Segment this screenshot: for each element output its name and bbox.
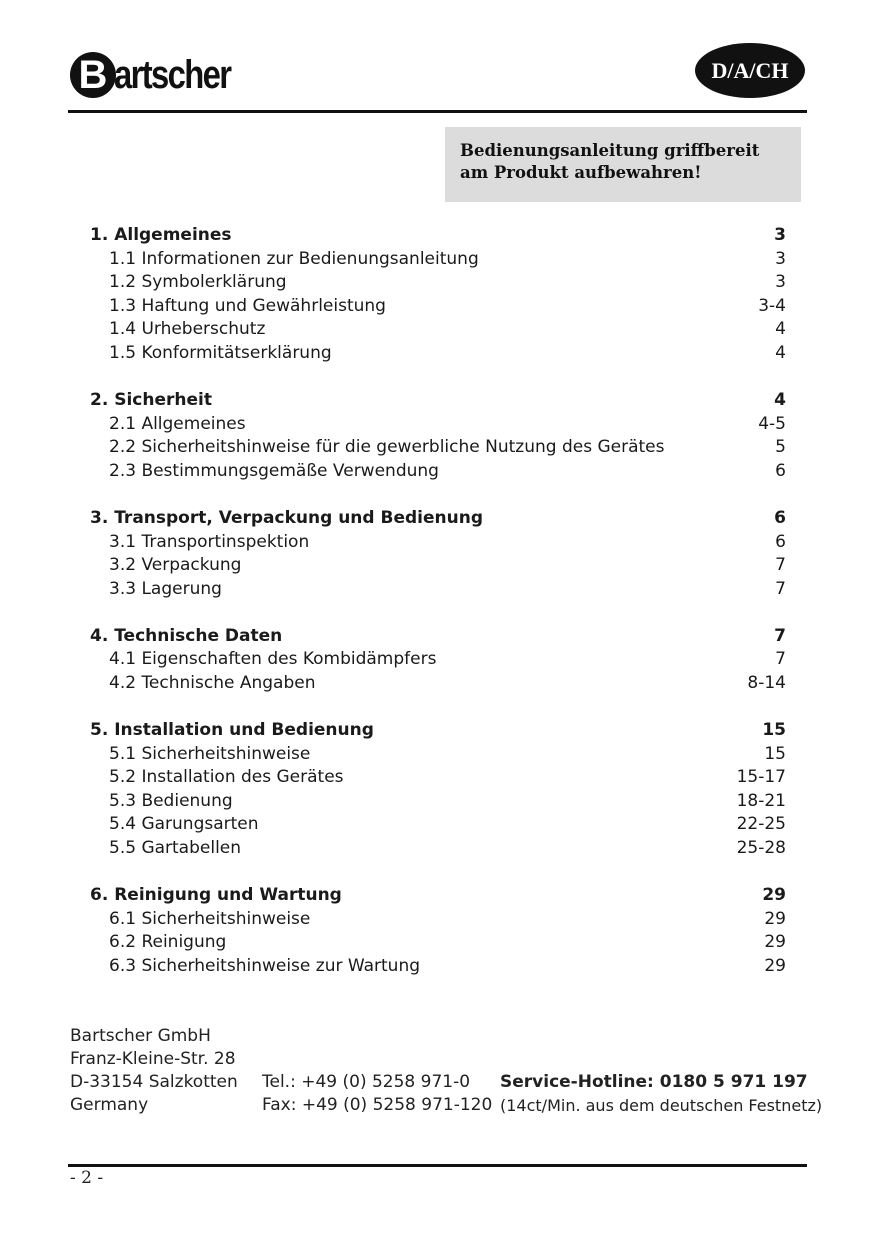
- toc-section: [90, 507, 786, 601]
- header-divider: [68, 110, 807, 113]
- toc-entry-page: 29: [764, 955, 786, 976]
- company-name: Bartscher GmbH: [70, 1026, 211, 1046]
- toc-chapter-title: 6. Reinigung und Wartung: [90, 885, 342, 906]
- toc-entry-title: 5.1 Sicherheitshinweise: [109, 743, 311, 764]
- toc-entry-title: 3.2 Verpackung: [109, 555, 242, 576]
- region-badge: D/A/CH: [695, 43, 805, 98]
- toc-entry-title: 5.4 Garungsarten: [109, 814, 259, 835]
- table-of-contents: [90, 224, 786, 1002]
- toc-chapter-title: 3. Transport, Verpackung und Bedienung: [90, 507, 483, 528]
- toc-entry-title: 6.2 Reinigung: [109, 932, 227, 953]
- company-city: D-33154 Salzkotten: [70, 1072, 238, 1092]
- toc-chapter: [90, 224, 786, 248]
- toc-entry-page: 6: [775, 531, 786, 552]
- toc-entry-title: 5.5 Gartabellen: [109, 838, 242, 859]
- toc-chapter-page: 3: [774, 225, 786, 245]
- toc-entry: [90, 790, 786, 814]
- toc-entry-page: 15-17: [736, 767, 786, 788]
- toc-chapter: [90, 884, 786, 908]
- toc-entry: [90, 743, 786, 767]
- toc-entry: [90, 248, 786, 272]
- toc-entry-title: 2.1 Allgemeines: [109, 413, 246, 434]
- toc-entry: [90, 436, 786, 460]
- toc-entry-page: 4: [775, 342, 786, 363]
- toc-entry-page: 29: [764, 932, 786, 953]
- toc-entry-title: 2.2 Sicherheitshinweise für die gewerbliche Nutzung des Gerätes: [109, 437, 665, 458]
- toc-entry-page: 6: [775, 460, 786, 481]
- company-fax: Fax: +49 (0) 5258 971-120: [262, 1095, 493, 1115]
- toc-entry-title: 6.1 Sicherheitshinweise: [109, 908, 311, 929]
- toc-entry-title: 2.3 Bestimmungsgemäße Verwendung: [109, 460, 439, 481]
- toc-entry-page: 4-5: [758, 413, 786, 434]
- toc-section: [90, 625, 786, 696]
- toc-entry: [90, 413, 786, 437]
- toc-entry-title: 1.2 Symbolerklärung: [109, 272, 287, 293]
- toc-entry-page: 3: [775, 248, 786, 269]
- toc-entry: [90, 531, 786, 555]
- toc-entry-title: 4.2 Technische Angaben: [109, 673, 316, 693]
- toc-entry: [90, 813, 786, 837]
- toc-chapter-title: 5. Installation und Bedienung: [90, 720, 374, 741]
- hotline-tariff: (14ct/Min. aus dem deutschen Festnetz): [500, 1096, 823, 1115]
- toc-entry: [90, 318, 786, 342]
- toc-entry-title: 5.2 Installation des Gerätes: [109, 767, 344, 788]
- notice-line-2: am Produkt aufbewahren!: [460, 163, 702, 182]
- toc-chapter-page: 4: [774, 390, 786, 411]
- toc-entry: [90, 955, 786, 979]
- toc-section: [90, 389, 786, 483]
- toc-entry-title: 4.1 Eigenschaften des Kombidämpfers: [109, 649, 437, 670]
- toc-entry: [90, 648, 786, 672]
- toc-entry: [90, 931, 786, 955]
- toc-entry: [90, 342, 786, 366]
- toc-entry-page: 4: [775, 319, 786, 340]
- toc-chapter: [90, 389, 786, 413]
- toc-entry-title: 3.3 Lagerung: [109, 578, 222, 599]
- toc-entry-page: 3-4: [758, 295, 786, 316]
- logo-wordmark: artscher: [114, 52, 231, 97]
- toc-entry-page: 8-14: [747, 673, 786, 693]
- toc-section: [90, 884, 786, 978]
- notice-box: [445, 127, 801, 202]
- toc-entry: [90, 578, 786, 602]
- company-tel: Tel.: +49 (0) 5258 971-0: [262, 1072, 471, 1092]
- toc-entry-title: 1.5 Konformitätserklärung: [109, 342, 332, 363]
- notice-line-1: Bedienungsanleitung griffbereit: [460, 141, 760, 160]
- toc-entry: [90, 908, 786, 932]
- toc-entry-title: 1.3 Haftung und Gewährleistung: [109, 295, 386, 316]
- toc-entry-title: 5.3 Bedienung: [109, 790, 233, 811]
- toc-entry-page: 5: [775, 437, 786, 458]
- toc-entry-page: 3: [775, 272, 786, 293]
- toc-chapter-title: 2. Sicherheit: [90, 390, 212, 411]
- toc-chapter-page: 15: [762, 720, 786, 741]
- toc-entry: [90, 295, 786, 319]
- toc-chapter-title: 4. Technische Daten: [90, 625, 283, 646]
- toc-entry: [90, 766, 786, 790]
- toc-entry-page: 22-25: [736, 814, 786, 835]
- toc-entry: [90, 554, 786, 578]
- toc-entry-page: 18-21: [736, 790, 786, 811]
- toc-entry: [90, 837, 786, 861]
- toc-entry-page: 25-28: [736, 838, 786, 859]
- toc-entry-page: 7: [775, 578, 786, 599]
- page-number: - 2 -: [70, 1168, 104, 1188]
- toc-chapter: [90, 719, 786, 743]
- toc-chapter-page: 6: [774, 507, 786, 528]
- toc-section: [90, 224, 786, 366]
- service-hotline: Service-Hotline: 0180 5 971 197: [500, 1072, 808, 1092]
- toc-entry: [90, 672, 786, 696]
- footer-divider: [68, 1164, 807, 1167]
- toc-entry-page: 29: [764, 908, 786, 929]
- bartscher-logo: [70, 50, 256, 100]
- toc-entry: [90, 460, 786, 484]
- toc-chapter-title: 1. Allgemeines: [90, 225, 232, 245]
- toc-entry-page: 7: [775, 555, 786, 576]
- toc-entry-page: 15: [764, 743, 786, 764]
- company-street: Franz-Kleine-Str. 28: [70, 1049, 236, 1069]
- toc-entry: [90, 271, 786, 295]
- logo-mark: B: [70, 52, 116, 98]
- toc-chapter: [90, 507, 786, 531]
- company-country: Germany: [70, 1095, 149, 1115]
- toc-entry-title: 1.4 Urheberschutz: [109, 319, 266, 340]
- toc-chapter-page: 7: [774, 625, 786, 646]
- toc-section: [90, 719, 786, 861]
- toc-entry-title: 1.1 Informationen zur Bedienungsanleitung: [109, 248, 479, 269]
- toc-entry-page: 7: [775, 649, 786, 670]
- toc-entry-title: 3.1 Transportinspektion: [109, 531, 310, 552]
- toc-entry-title: 6.3 Sicherheitshinweise zur Wartung: [109, 955, 421, 976]
- toc-chapter-page: 29: [762, 885, 786, 906]
- toc-chapter: [90, 625, 786, 649]
